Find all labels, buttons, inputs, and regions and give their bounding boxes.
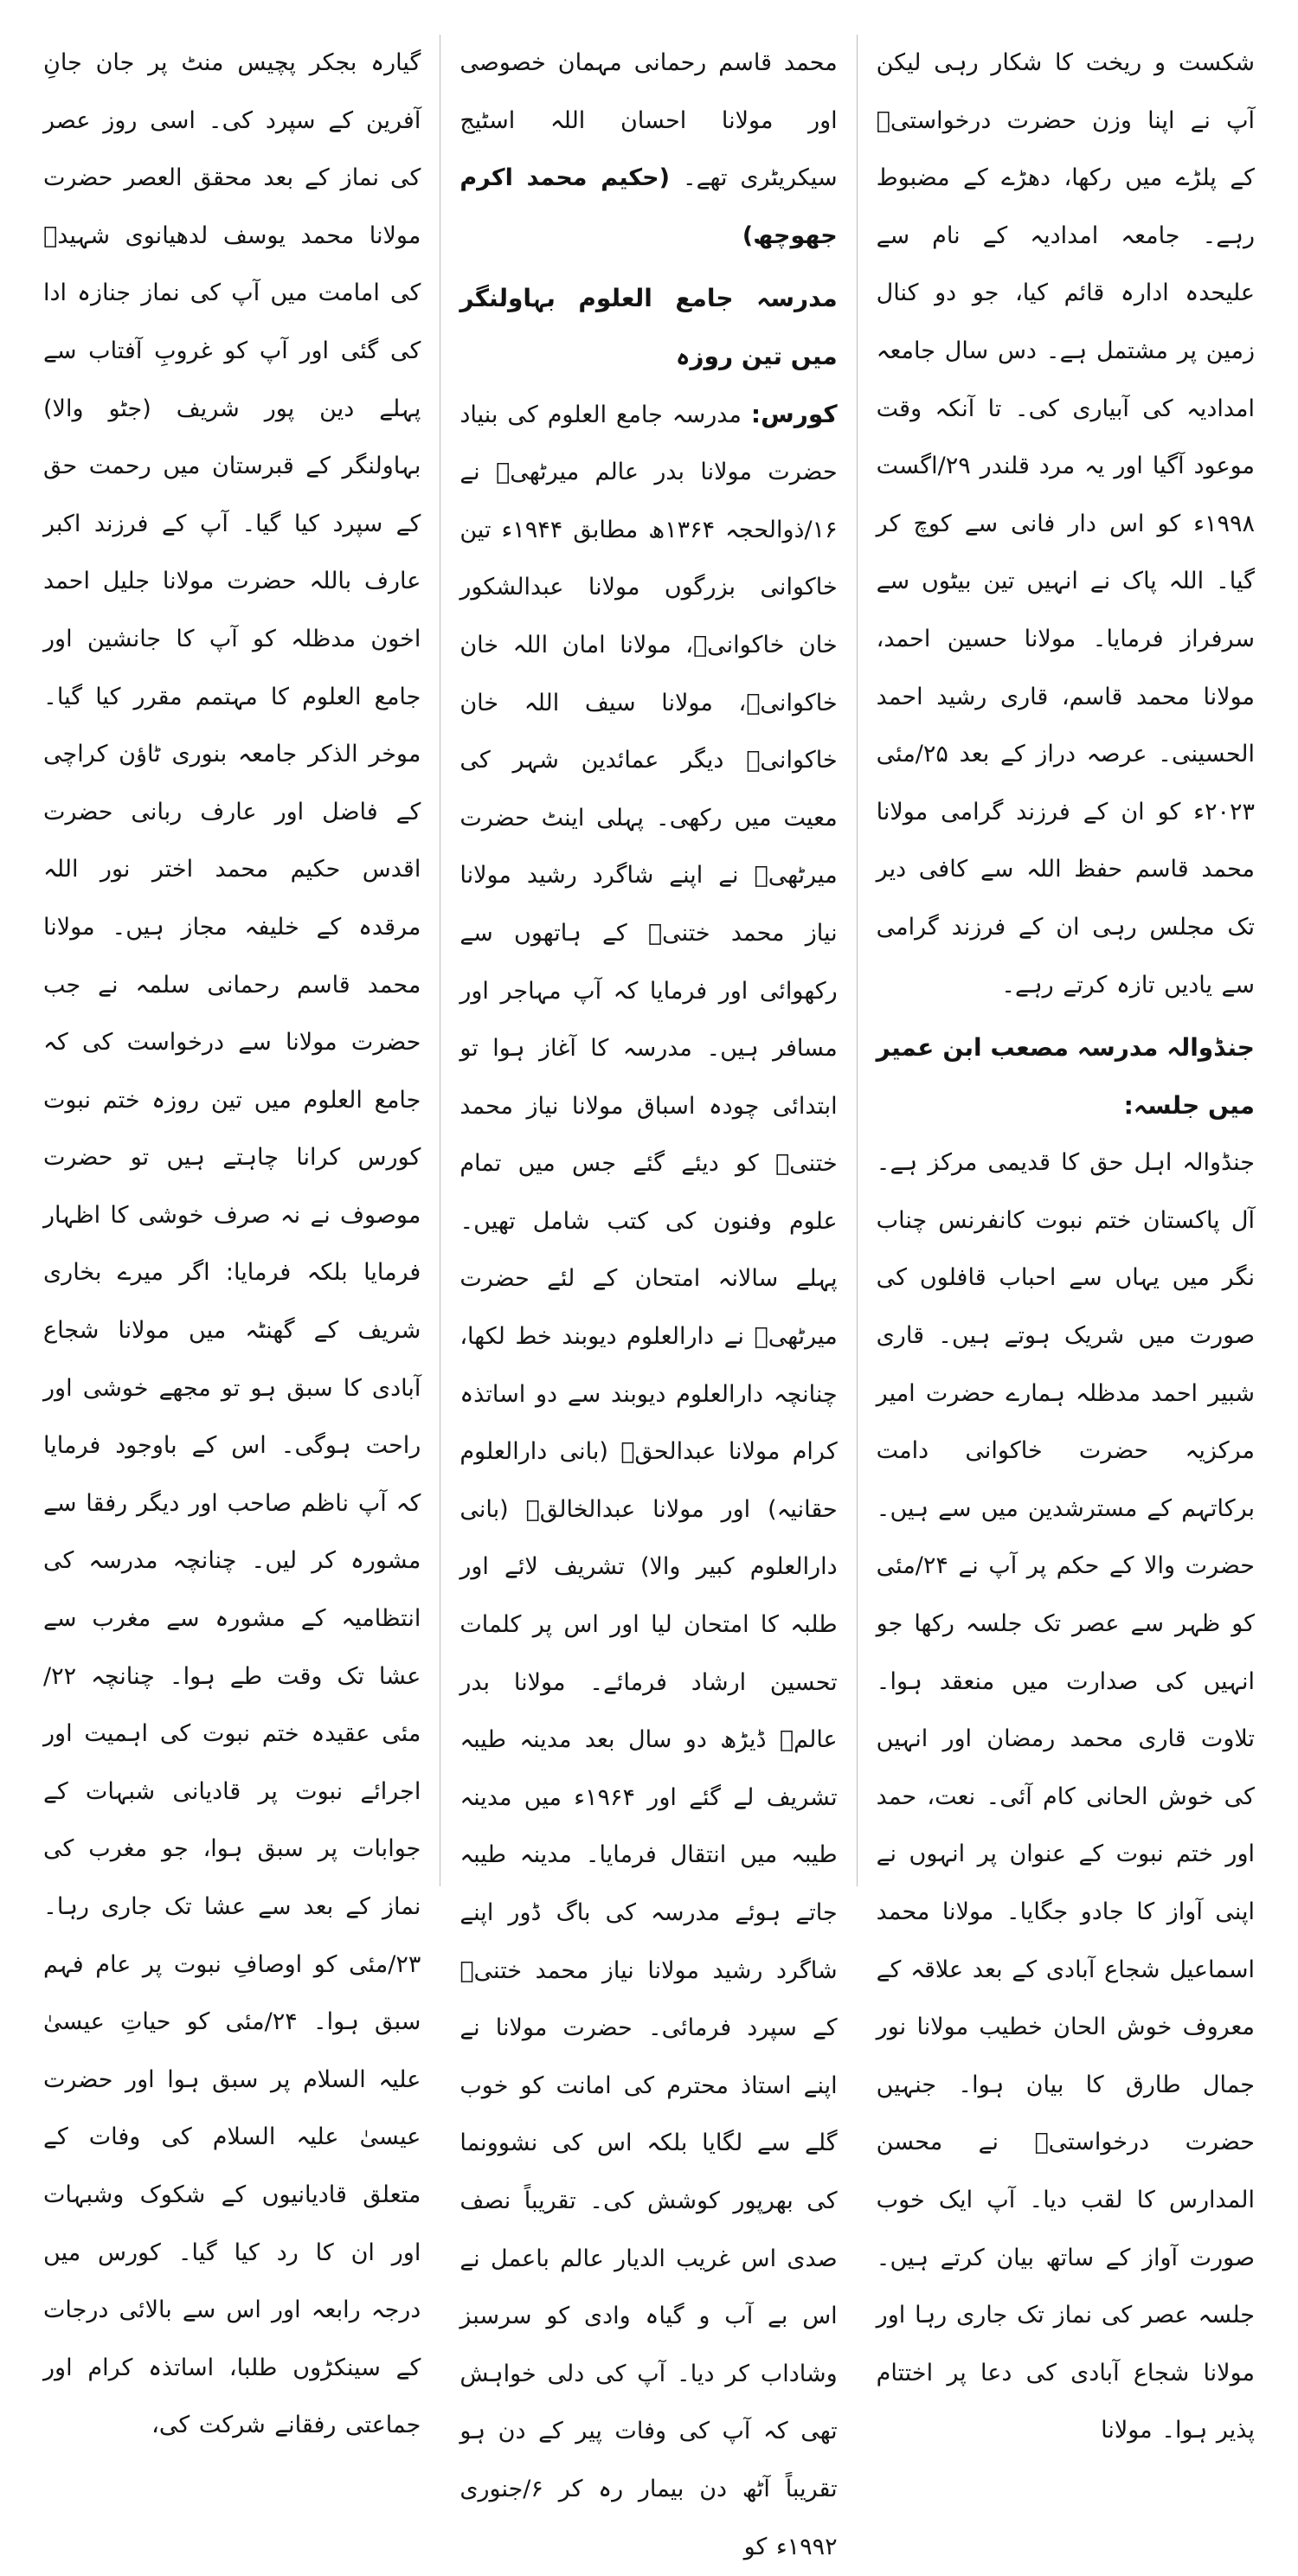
author-signature: (حکیم محمد اکرم جھوچھ)	[459, 164, 838, 249]
paragraph-funeral-and-course: گیارہ بجکر پچیس منٹ پر جان جانِ آفرین کے سپرد کی۔ اسی روز عصر کی نماز کے بعد محقق العصر حضرت مولانا محمد یوسف لدھیانوی شہیدؒ کی امامت میں آپ کی نماز جنازہ ادا کی گئی اور آپ کو غروبِ آفتاب سے پہلے دین پور شریف (جٹو والا) بہاولنگر کے قبرستان میں رحمت حق کے سپرد کیا گیا۔ آپ کے فرزند اکبر عارف باللہ حضرت مولانا جلیل احمد اخون مدظلہ کو آپ کا جانشین اور جامع العلوم کا مہتمم مقرر کیا گیا۔ موخر الذکر جامعہ بنوری ٹاؤن کراچی کے فاضل اور عارف ربانی حضرت اقدس حکیم محمد اختر نور اللہ مرقدہ کے خلیفہ مجاز ہیں۔ مولانا محمد قاسم رحمانی سلمہ نے جب حضرت مولانا سے درخواست کی کہ جامع العلوم میں تین روزہ ختم نبوت کورس کرانا چاہتے ہیں تو حضرت موصوف نے نہ صرف خوشی کا اظہار فرمایا بلکہ فرمایا: اگر میرے بخاری شریف کے گھنٹہ میں مولانا شجاع آبادی کا سبق ہو تو مجھے خوشی اور راحت ہوگی۔ اس کے باوجود فرمایا کہ آپ ناظم صاحب اور دیگر رفقا سے مشورہ کر لیں۔ چنانچہ مدرسہ کی انتظامیہ کے مشورہ سے مغرب سے عشا تک وقت طے ہوا۔ چنانچہ ۲۲/مئی عقیدہ ختم نبوت کی اہمیت اور اجرائے نبوت پر قادیانی شبہات کے جوابات پر سبق ہوا، جو مغرب کی نماز کے بعد سے عشا تک جاری رہا۔ ۲۳/مئی کو اوصافِ نبوت پر عام فہم سبق ہوا۔ ۲۴/مئی کو حیاتِ عیسیٰ علیہ السلام پر سبق ہوا اور حضرت عیسیٰ علیہ السلام کی وفات کے متعلق قادیانیوں کے شکوک وشبہات اور ان کا رد کیا گیا۔ کورس میں درجہ رابعہ اور اس سے بالائی درجات کے سینکڑوں طلبا، اساتذہ کرام اور جماعتی رفقانے شرکت کی،	[43, 49, 421, 2439]
heading-jandwala-jalsa: جنڈوالہ مدرسہ مصعب ابن عمیر میں جلسہ:	[876, 1033, 1255, 1120]
paragraph-jamia-imdadia: شکست و ریخت کا شکار رہی لیکن آپ نے اپنا وزن حضرت درخواستیؒ کے پلڑے میں رکھا، دھڑے کے مضبوط رہے۔ جامعہ امدادیہ کے نام سے علیحدہ ادارہ قائم کیا، جو دو کنال زمین پر مشتمل ہے۔ دس سال جامعہ امدادیہ کی آبیاری کی۔ تا آنکہ وقت موعود آگیا اور یہ مرد قلندر ۲۹/اگست ۱۹۹۸ء کو اس دار فانی سے کوچ کر گیا۔ اللہ پاک نے انہیں تین بیٹوں سے سرفراز فرمایا۔ مولانا حسین احمد، مولانا محمد قاسم، قاری رشید احمد الحسینی۔ عرصہ دراز کے بعد ۲۵/مئی ۲۰۲۳ء کو ان کے فرزند گرامی مولانا محمد قاسم حفظ اللہ سے کافی دیر تک مجلس رہی ان کے فرزند گرامی سے یادیں تازہ کرتے رہے۔	[876, 49, 1255, 999]
column-left	[24, 35, 440, 2439]
paragraph-chief-guest	[459, 35, 837, 265]
heading-jamia-uloom-course: مدرسہ جامع العلوم بہاولنگر میں تین روزہ	[459, 284, 838, 370]
chief-guest-text: محمد قاسم رحمانی مہمان خصوصی اور مولانا احسان اللہ اسٹیج سیکریٹری تھے۔	[459, 49, 838, 192]
column-middle	[440, 35, 857, 2560]
paragraph-jamia-uloom-history	[459, 386, 837, 2576]
column-right	[858, 35, 1274, 2444]
paragraph-jandwala-jalsa: جنڈوالہ اہل حق کا قدیمی مرکز ہے۔ آل پاکستان ختم نبوت کانفرنس چناب نگر میں یہاں سے احباب قافلوں کی صورت میں شریک ہوتے ہیں۔ قاری شبیر احمد مدظلہ ہمارے حضرت امیر مرکزیہ حضرت خاکوانی دامت برکاتہم کے مسترشدین میں سے ہیں۔ حضرت والا کے حکم پر آپ نے ۲۴/مئی کو ظہر سے عصر تک جلسہ رکھا جو انہیں کی صدارت میں منعقد ہوا۔ تلاوت قاری محمد رمضان اور انہیں کی خوش الحانی کام آئی۔ نعت، حمد اور ختم نبوت کے عنوان پر انہوں نے اپنی آواز کا جادو جگایا۔ مولانا محمد اسماعیل شجاع آبادی کے بعد علاقہ کے معروف خوش الحان خطیب مولانا نور جمال طارق کا بیان ہوا۔ جنہیں حضرت درخواستیؒ نے محسن المدارس کا لقب دیا۔ آپ ایک خوب صورت آواز کے ساتھ بیان کرتے ہیں۔ جلسہ عصر کی نماز تک جاری رہا اور مولانا شجاع آبادی کی دعا پر اختتام پذیر ہوا۔ مولانا	[876, 1149, 1255, 2444]
course-lead-word: کورس:	[750, 399, 838, 428]
jamia-uloom-history-text: مدرسہ جامع العلوم کی بنیاد حضرت مولانا بدر عالم میرٹھیؒ نے ۱۶/ذوالحجہ ۱۳۶۴ھ مطابق ۱۹۴۴ء تین خاکوانی بزرگوں مولانا عبدالشکور خان خاکوانیؒ، مولانا امان اللہ خان خاکوانیؒ، مولانا سیف اللہ خان خاکوانیؒ دیگر عمائدین شہر کی معیت میں رکھی۔ پہلی اینٹ حضرت میرٹھیؒ نے اپنے شاگرد رشید مولانا نیاز محمد ختنیؒ کے ہاتھوں سے رکھوائی اور فرمایا کہ آپ مہاجر اور مسافر ہیں۔ مدرسہ کا آغاز ہوا تو ابتدائی چودہ اسباق مولانا نیاز محمد ختنیؒ کو دیئے گئے جس میں تمام علوم وفنون کی کتب شامل تھیں۔ پہلے سالانہ امتحان کے لئے حضرت میرٹھیؒ نے دارالعلوم دیوبند خط لکھا، چنانچہ دارالعلوم دیوبند سے دو اساتذہ کرام مولانا عبدالحقؒ (بانی دارالعلوم حقانیہ) اور مولانا عبدالخالقؒ (بانی دارالعلوم کبیر والا) تشریف لائے اور طلبہ کا امتحان لیا اور اس پر کلمات تحسین ارشاد فرمائے۔ مولانا بدر عالمؒ ڈیڑھ دو سال بعد مدینہ طیبہ تشریف لے گئے اور ۱۹۶۴ء میں مدینہ طیبہ میں انتقال فرمایا۔ مدینہ طیبہ جاتے ہوئے مدرسہ کی باگ ڈور اپنے شاگرد رشید مولانا نیاز محمد ختنیؒ کے سپرد فرمائی۔ حضرت مولانا نے اپنے استاذ محترم کی امانت کو خوب گلے سے لگایا بلکہ اس کی نشوونما کی بھرپور کوشش کی۔ تقریباً نصف صدی اس غریب الدیار عالم باعمل نے اس بے آب و گیاہ وادی کو سرسبز وشاداب کر دیا۔ آپ کی دلی خواہش تھی کہ آپ کی وفات پیر کے دن ہو تقریباً آٹھ دن بیمار رہ کر ۶/جنوری ۱۹۹۲ء کو	[459, 401, 838, 2560]
